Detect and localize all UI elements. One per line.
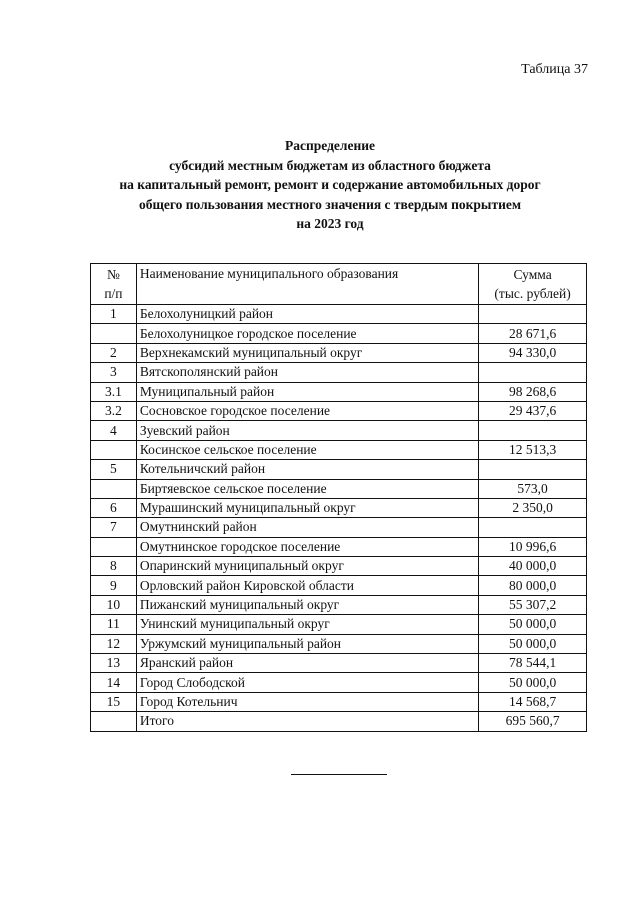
total-row xyxy=(91,712,587,731)
title-line: субсидий местным бюджетам из областного бюджета xyxy=(169,157,491,173)
table-row xyxy=(91,401,587,420)
row-sum xyxy=(479,518,587,537)
row-sum: 55 307,2 xyxy=(479,595,587,614)
row-sum xyxy=(479,460,587,479)
row-name: Биртяевское сельское поселение xyxy=(136,479,478,498)
row-name: Белохолуницкое городское поселение xyxy=(136,324,478,343)
row-sum: 50 000,0 xyxy=(479,673,587,692)
row-number: 10 xyxy=(91,595,137,614)
row-name: Вятскополянский район xyxy=(136,363,478,382)
row-number xyxy=(91,440,137,459)
table-row xyxy=(91,324,587,343)
total-sum: 695 560,7 xyxy=(479,712,587,731)
row-sum: 50 000,0 xyxy=(479,634,587,653)
header-num-line2: п/п xyxy=(104,286,123,301)
row-number: 11 xyxy=(91,615,137,634)
row-name: Омутнинское городское поселение xyxy=(136,537,478,556)
header-sum-line1: Сумма xyxy=(513,267,552,282)
row-number: 8 xyxy=(91,557,137,576)
header-num-line1: № xyxy=(106,267,120,282)
row-number: 3 xyxy=(91,363,137,382)
title-line: Распределение xyxy=(284,138,376,153)
row-sum: 80 000,0 xyxy=(479,576,587,595)
row-sum xyxy=(479,305,587,324)
row-sum: 50 000,0 xyxy=(479,615,587,634)
row-sum: 78 544,1 xyxy=(479,654,587,673)
header-num xyxy=(91,264,137,305)
row-sum: 28 671,6 xyxy=(479,324,587,343)
document-title xyxy=(60,136,600,234)
header-sum xyxy=(479,264,587,305)
table-header-row xyxy=(91,264,587,305)
row-sum: 94 330,0 xyxy=(479,343,587,362)
table-row xyxy=(91,440,587,459)
footer-divider xyxy=(291,774,387,775)
row-number xyxy=(91,479,137,498)
table-row xyxy=(91,537,587,556)
row-number: 1 xyxy=(91,305,137,324)
row-sum: 29 437,6 xyxy=(479,401,587,420)
header-sum-line2: (тыс. рублей) xyxy=(494,286,571,301)
header-name: Наименование муниципального образования xyxy=(136,264,478,305)
row-name: Уржумский муниципальный район xyxy=(136,634,478,653)
distribution-table xyxy=(90,263,587,732)
table-row xyxy=(91,382,587,401)
row-number xyxy=(91,324,137,343)
row-number: 9 xyxy=(91,576,137,595)
row-sum: 98 268,6 xyxy=(479,382,587,401)
row-name: Белохолуницкий район xyxy=(136,305,478,324)
row-name: Яранский район xyxy=(136,654,478,673)
table-row xyxy=(91,692,587,711)
row-number: 13 xyxy=(91,654,137,673)
row-name: Омутнинский район xyxy=(136,518,478,537)
table-row xyxy=(91,421,587,440)
row-number xyxy=(91,537,137,556)
row-number: 6 xyxy=(91,498,137,517)
row-name: Верхнекамский муниципальный округ xyxy=(136,343,478,362)
row-name: Котельничский район xyxy=(136,460,478,479)
row-name: Город Котельнич xyxy=(136,692,478,711)
title-line: общего пользования местного значения с твердым покрытием xyxy=(138,196,522,212)
table-row xyxy=(91,498,587,517)
row-number: 3.1 xyxy=(91,382,137,401)
table-body xyxy=(91,305,587,712)
row-name: Орловский район Кировской области xyxy=(136,576,478,595)
row-name: Унинский муниципальный округ xyxy=(136,615,478,634)
table-row xyxy=(91,518,587,537)
row-number: 2 xyxy=(91,343,137,362)
row-number: 3.2 xyxy=(91,401,137,420)
table-row xyxy=(91,363,587,382)
table-row xyxy=(91,595,587,614)
row-sum: 40 000,0 xyxy=(479,557,587,576)
row-sum: 573,0 xyxy=(479,479,587,498)
row-sum: 10 996,6 xyxy=(479,537,587,556)
row-name: Муниципальный район xyxy=(136,382,478,401)
row-name: Косинское сельское поселение xyxy=(136,440,478,459)
title-line: на капитальный ремонт, ремонт и содержание автомобильных дорог xyxy=(119,177,541,192)
table-row xyxy=(91,460,587,479)
total-num-cell xyxy=(91,712,137,731)
table-row xyxy=(91,673,587,692)
row-number: 7 xyxy=(91,518,137,537)
row-sum: 14 568,7 xyxy=(479,692,587,711)
table-row xyxy=(91,479,587,498)
title-line: на 2023 год xyxy=(296,216,364,231)
row-number: 4 xyxy=(91,421,137,440)
total-label: Итого xyxy=(136,712,478,731)
table-row xyxy=(91,305,587,324)
row-sum: 2 350,0 xyxy=(479,498,587,517)
row-number: 15 xyxy=(91,692,137,711)
row-sum xyxy=(479,421,587,440)
row-name: Мурашинский муниципальный округ xyxy=(136,498,478,517)
row-name: Зуевский район xyxy=(136,421,478,440)
row-name: Пижанский муниципальный округ xyxy=(136,595,478,614)
table-row xyxy=(91,576,587,595)
table-row xyxy=(91,654,587,673)
table-row xyxy=(91,634,587,653)
table-row xyxy=(91,615,587,634)
row-name: Город Слободской xyxy=(136,673,478,692)
row-number: 5 xyxy=(91,460,137,479)
table-number: Таблица 37 xyxy=(521,62,588,77)
row-sum xyxy=(479,363,587,382)
row-name: Опаринский муниципальный округ xyxy=(136,557,478,576)
row-sum: 12 513,3 xyxy=(479,440,587,459)
table-row xyxy=(91,557,587,576)
row-name: Сосновское городское поселение xyxy=(136,401,478,420)
row-number: 14 xyxy=(91,673,137,692)
table-row xyxy=(91,343,587,362)
row-number: 12 xyxy=(91,634,137,653)
